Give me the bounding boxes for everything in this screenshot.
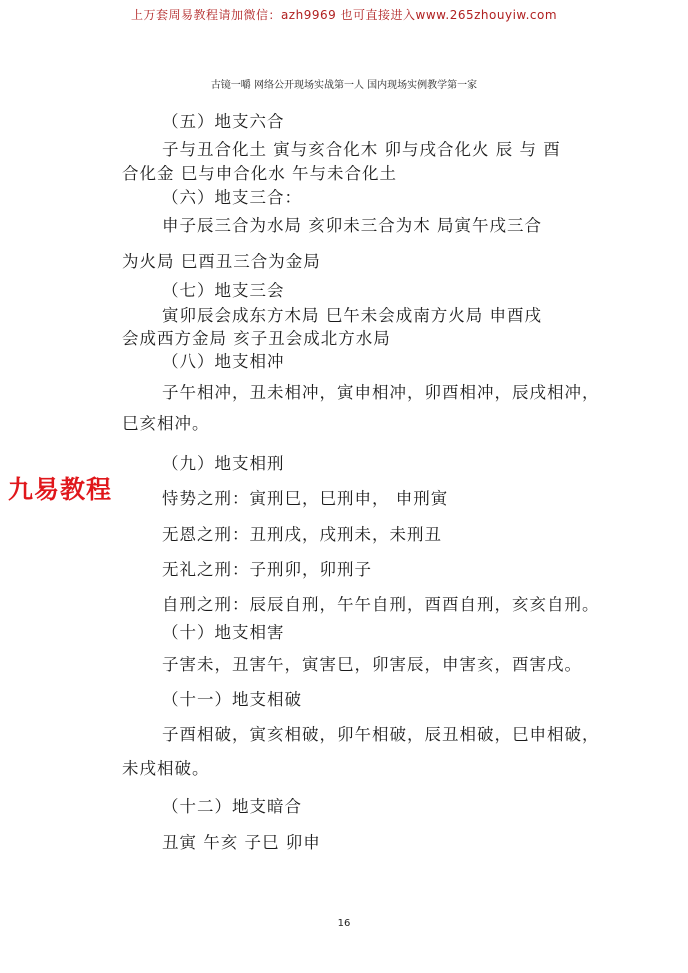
- section-line-9-2: 无恩之刑：丑刑戌，戌刑未，未刑丑: [162, 525, 442, 544]
- section-line-9-1: 恃势之刑：寅刑巳，巳刑申， 申刑寅: [162, 489, 449, 508]
- section-line-12-1: 丑寅 午亥 子巳 卯申: [162, 833, 321, 852]
- section-heading-5: （五）地支六合: [162, 112, 285, 131]
- section-line-9-4: 自刑之刑：辰辰自刑，午午自刑，酉酉自刑，亥亥自刑。: [162, 595, 600, 614]
- section-heading-11: （十一）地支相破: [162, 690, 302, 709]
- section-line-8-1: 子午相冲，丑未相冲，寅申相冲，卯酉相冲，辰戌相冲，: [162, 383, 600, 402]
- page-header: 古镜一嚼 网络公开现场实战第一人 国内现场实例教学第一家: [210, 80, 478, 91]
- section-line-8-2: 巳亥相冲。: [122, 414, 210, 433]
- section-heading-7: （七）地支三会: [162, 281, 285, 300]
- section-line-11-2: 未戌相破。: [122, 759, 210, 778]
- page-number: 16: [337, 918, 351, 929]
- section-line-5-1: 子与丑合化土 寅与亥合化木 卯与戌合化火 辰 与 酉: [162, 140, 561, 159]
- section-heading-6: （六）地支三合：: [162, 188, 302, 207]
- section-heading-12: （十二）地支暗合: [162, 797, 302, 816]
- section-line-5-2: 合化金 巳与申合化水 午与未合化土: [122, 164, 397, 183]
- section-line-7-2: 会成西方金局 亥子丑会成北方水局: [122, 329, 391, 348]
- section-heading-9: （九）地支相刑: [162, 454, 285, 473]
- section-line-7-1: 寅卯辰会成东方木局 巳午未会成南方火局 申酉戌: [162, 306, 542, 325]
- section-line-6-1: 申子辰三合为水局 亥卯未三合为木 局寅午戌三合: [162, 216, 542, 235]
- section-heading-10: （十）地支相害: [162, 623, 285, 642]
- promo-banner: 上万套周易教程请加微信：azh9969 也可直接进入www.265zhouyiw.com: [130, 8, 558, 22]
- watermark-logo: 九易教程: [8, 475, 113, 504]
- section-line-9-3: 无礼之刑：子刑卯，卯刑子: [162, 560, 372, 579]
- section-heading-8: （八）地支相冲: [162, 352, 285, 371]
- section-line-10-1: 子害未，丑害午，寅害巳，卯害辰，申害亥，酉害戌。: [162, 655, 582, 674]
- section-line-11-1: 子酉相破，寅亥相破，卯午相破，辰丑相破，巳申相破，: [162, 725, 600, 744]
- section-line-6-2: 为火局 巳酉丑三合为金局: [122, 252, 321, 271]
